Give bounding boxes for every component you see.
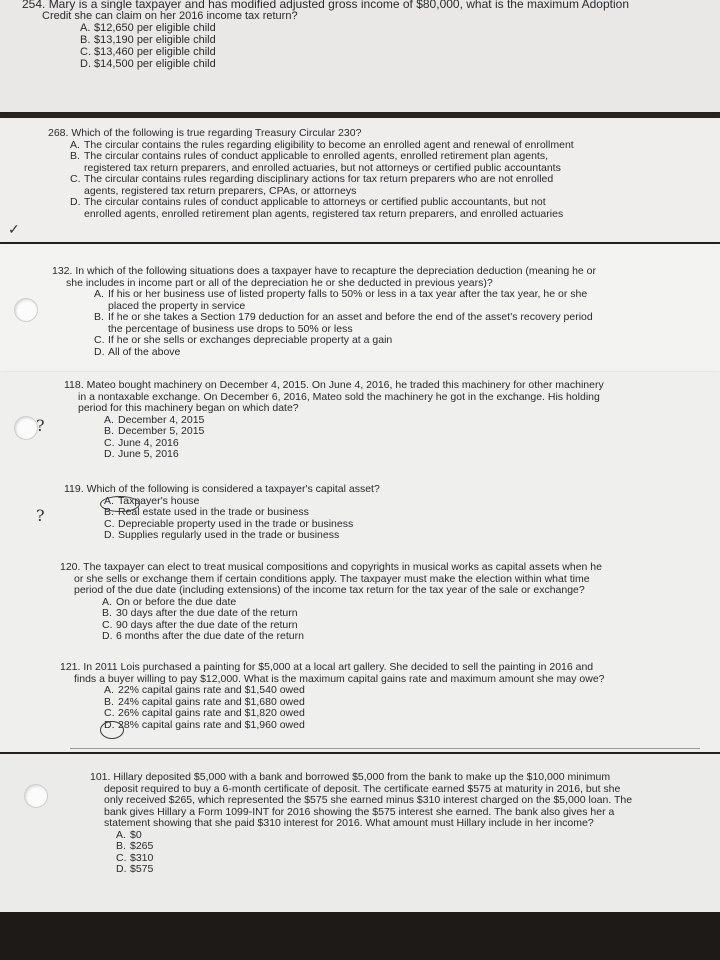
question-120-option-d: D. 6 months after the due date of the return [102,630,304,642]
page-fragment-268 [0,118,720,242]
question-119-option-d: D. Supplies regularly used in the trade or business [104,529,340,541]
question-268-option-c: C. The circular contains rules regarding disciplinary actions for tax return preparers who are not enrolled agents, registered tax return preparers, CPAs, or attorneys [70,173,554,197]
question-132 [52,266,712,358]
question-101-stem-cont3: bank gives Hillary a Form 1099-INT for 2016 showing the $575 interest she earned. The bank also gives her a [104,805,615,818]
question-101-stem-cont2: only received $265, which represented the $575 she earned minus $310 interest charged on the $5,000 loan. The [104,794,633,806]
question-132-stem-cont: she includes in income part or all of the depreciation he or she deducted in previous years)? [66,276,493,289]
handwritten-question-mark: ? [36,416,45,435]
question-119-stem: 119. Which of the following is considered a taxpayer's capital asset? [64,483,380,495]
question-121-option-b: B. 24% capital gains rate and $1,680 owed [104,695,305,708]
punch-hole [24,784,48,808]
question-254-stem-cont: Credit she can claim on her 2016 income tax return? [42,10,298,22]
question-132-option-b: B. If he or she takes a Section 179 deduction for an asset and before the end of the asset's recovery period the percentage of business use drops to 50% or less [94,311,593,335]
question-120-option-a: A. On or before the due date [102,595,237,608]
question-132-stem: 132. In which of the following situations does a taxpayer have to recapture the depreciation deduction (meaning he or [52,265,597,277]
question-119-option-c: C. Depreciable property used in the trade or business [104,517,354,530]
question-120-stem: 120. The taxpayer can elect to treat musical compositions and copyrights in musical works as capital assets when he [60,561,602,573]
question-118 [64,380,710,461]
page-fragment-132 [0,244,720,372]
question-120-stem-cont: or she sells or exchange them if certain conditions apply. The taxpayer must make the election within what time [74,572,590,585]
question-101-option-b: B. $265 [116,840,154,852]
question-132-option-d: D. All of the above [94,345,181,358]
question-121 [60,662,710,731]
question-268 [48,128,708,220]
question-254-option-c: C. $13,460 per eligible child [80,46,216,58]
question-101-option-a: A. $0 [116,828,142,841]
question-101 [90,772,710,876]
punch-hole [14,416,38,440]
handwritten-check-mark: ✓ [8,222,20,238]
question-120-stem-cont2: period of the due date (including extensions) of the income tax return for the tax year of the sale or exchange? [74,584,585,596]
handwritten-question-mark: ? [36,506,45,525]
question-121-stem: 121. In 2011 Lois purchased a painting for $5,000 at a local art gallery. She decided to sell the painting in 2016 and [60,661,594,673]
question-254-option-d: D. $14,500 per eligible child [80,58,216,70]
question-120 [60,562,710,643]
question-119-option-b: B. Real estate used in the trade or business [104,506,309,518]
question-254-option-b: B. $13,190 per eligible child [80,34,216,46]
question-101-option-d: D. $575 [116,863,154,875]
page-main [0,372,720,752]
punch-hole [14,298,38,322]
question-121-option-c: C. 26% capital gains rate and $1,820 owed [104,707,305,719]
question-118-option-b: B. December 5, 2015 [104,425,205,437]
table-surface [0,912,720,960]
question-118-option-c: C. June 4, 2016 [104,436,179,449]
question-121-stem-cont: finds a buyer willing to pay $12,000. What is the maximum capital gains rate and maximum amount she may owe? [74,672,605,685]
question-101-option-c: C. $310 [116,851,154,864]
page-fragment-101 [0,754,720,912]
handwritten-answer-circle [100,721,124,739]
question-268-stem: 268. Which of the following is true regarding Treasury Circular 230? [48,127,362,139]
handwritten-answer-circle [100,496,140,512]
question-118-option-a: A. December 4, 2015 [104,413,205,426]
question-132-option-c: C. If he or she sells or exchanges depreciable property at a gain [94,334,393,346]
question-268-option-d: D. The circular contains rules of conduct applicable to attorneys or certified public accountants, but not enrolled agents, enrolled retirement plan agents, registered tax return preparers, and enrolled actuaries [70,196,564,220]
question-132-option-a: A. If his or her business use of listed property falls to 50% or less in a tax year after the tax year, he or she placed the property in service [94,288,588,312]
question-118-stem-cont: in a nontaxable exchange. On December 6, 2016, Mateo sold the machinery he got in the exchange. His holding [78,390,600,403]
question-118-stem: 118. Mateo bought machinery on December 4, 2015. On June 4, 2016, he traded this machinery for other machinery [64,379,604,391]
question-254-stem: 254. Mary is a single taxpayer and has modified adjusted gross income of $80,000, what is the maximum Adoption [22,0,630,11]
question-101-stem-cont: deposit required to buy a 6-month certificate of deposit. The certificate earned $575 at maturity in 2016, but she [104,782,621,795]
question-101-stem-cont4: statement showing that she paid $310 interest for 2016. What amount must Hillary include in her income? [104,817,594,829]
page-fragment-top [0,0,720,112]
page-divider [70,748,700,749]
question-119 [64,484,710,542]
question-119-option-a: A. Taxpayer's house [104,494,200,507]
question-268-option-b: B. The circular contains rules of conduct applicable to enrolled agents, enrolled retirement plan agents, registered tax return preparers, and enrolled actuaries, but not attorneys or certified public accountants [70,150,561,174]
question-118-stem-cont2: period for this machinery began on which date? [78,402,299,414]
question-254 [22,0,712,70]
question-254-option-a: A. $12,650 per eligible child [80,22,216,34]
question-120-option-b: B. 30 days after the due date of the return [102,607,298,619]
question-268-option-a: A. The circular contains the rules regarding eligibility to become an enrolled agent and renewal of enrollment [70,138,574,151]
question-121-option-d: D. 28% capital gains rate and $1,960 owed [104,718,305,731]
question-121-option-a: A. 22% capital gains rate and $1,540 owed [104,684,305,696]
question-118-option-d: D. June 5, 2016 [104,448,179,460]
question-120-option-c: C. 90 days after the due date of the return [102,618,298,631]
question-101-stem: 101. Hillary deposited $5,000 with a bank and borrowed $5,000 from the bank to make up the $10,000 minimum [90,771,611,783]
